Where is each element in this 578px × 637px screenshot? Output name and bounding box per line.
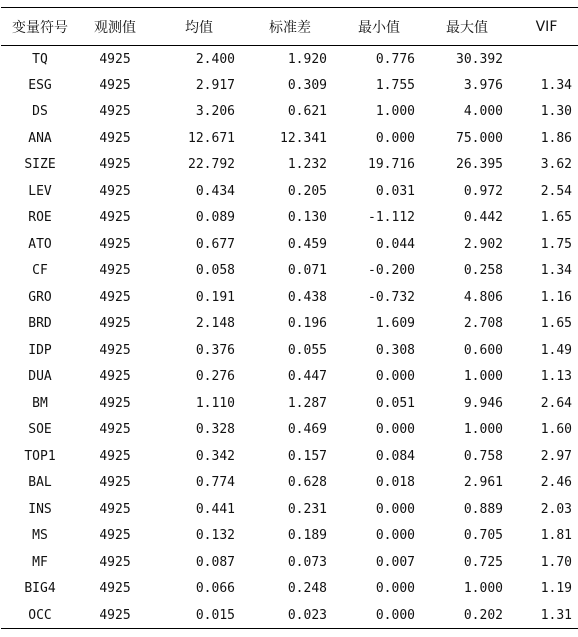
table-row xyxy=(1,178,578,205)
cell-vif: 2.54 xyxy=(540,183,572,199)
cell-mean: 12.671 xyxy=(188,130,235,146)
cell-observations: 4925 xyxy=(99,316,131,332)
cell-min: 0.000 xyxy=(375,528,415,544)
cell-vif: 1.31 xyxy=(505,602,578,629)
cell-mean: 0.434 xyxy=(195,183,235,199)
cell-variable: SOE xyxy=(28,422,52,438)
cell-variable: CF xyxy=(32,263,48,279)
cell-mean: 0.677 xyxy=(195,236,235,252)
cell-std-dev: 0.309 xyxy=(287,77,327,93)
header-vif: VIF xyxy=(505,8,578,46)
cell-mean: 0.132 xyxy=(195,528,235,544)
cell-mean: 2.400 xyxy=(195,51,235,67)
table-row xyxy=(1,443,578,470)
cell-variable: MF xyxy=(32,554,48,570)
cell-std-dev: 0.196 xyxy=(287,316,327,332)
cell-observations: 4925 xyxy=(99,289,131,305)
cell-variable: BRD xyxy=(28,316,52,332)
cell-std-dev: 12.341 xyxy=(280,130,327,146)
cell-max: 30.392 xyxy=(456,51,503,67)
table-row xyxy=(1,72,578,99)
table-row xyxy=(1,549,578,576)
cell-variable: OCC xyxy=(1,602,79,629)
cell-vif: 1.30 xyxy=(540,104,572,120)
cell-vif: 1.34 xyxy=(540,263,572,279)
descriptive-statistics-table xyxy=(1,7,578,629)
cell-mean: 0.328 xyxy=(195,422,235,438)
cell-min: 0.000 xyxy=(375,369,415,385)
cell-vif: 1.49 xyxy=(540,342,572,358)
cell-min: 0.000 xyxy=(375,581,415,597)
cell-observations: 4925 xyxy=(99,263,131,279)
table-row xyxy=(1,470,578,497)
cell-variable: INS xyxy=(28,501,52,517)
header-std-dev: 标准差 xyxy=(237,8,329,46)
table-row xyxy=(1,602,578,629)
cell-mean: 0.058 xyxy=(195,263,235,279)
cell-max: 4.806 xyxy=(463,289,503,305)
cell-max: 2.961 xyxy=(463,475,503,491)
cell-min: 0.000 xyxy=(375,422,415,438)
cell-vif: 1.13 xyxy=(540,369,572,385)
cell-max: 2.708 xyxy=(463,316,503,332)
table-row xyxy=(1,523,578,550)
cell-std-dev: 0.023 xyxy=(237,602,329,629)
cell-std-dev: 0.628 xyxy=(287,475,327,491)
table-row xyxy=(1,311,578,338)
table-row xyxy=(1,46,578,73)
table-row xyxy=(1,152,578,179)
cell-std-dev: 0.248 xyxy=(287,581,327,597)
table-row xyxy=(1,125,578,152)
cell-vif: 1.60 xyxy=(540,422,572,438)
cell-max: 1.000 xyxy=(463,422,503,438)
cell-vif: 1.81 xyxy=(540,528,572,544)
cell-max: 0.600 xyxy=(463,342,503,358)
cell-max: 0.258 xyxy=(463,263,503,279)
cell-vif: 1.65 xyxy=(540,210,572,226)
cell-observations: 4925 xyxy=(99,183,131,199)
cell-vif: 1.86 xyxy=(540,130,572,146)
cell-min: 0.308 xyxy=(375,342,415,358)
cell-mean: 3.206 xyxy=(195,104,235,120)
cell-variable: GRO xyxy=(28,289,52,305)
cell-min: 19.716 xyxy=(368,157,415,173)
cell-variable: DUA xyxy=(28,369,52,385)
cell-max: 1.000 xyxy=(463,369,503,385)
cell-std-dev: 0.231 xyxy=(287,501,327,517)
cell-mean: 0.441 xyxy=(195,501,235,517)
cell-observations: 4925 xyxy=(99,51,131,67)
cell-variable: TOP1 xyxy=(24,448,56,464)
cell-variable: MS xyxy=(32,528,48,544)
cell-observations: 4925 xyxy=(99,104,131,120)
table-row xyxy=(1,258,578,285)
table-row xyxy=(1,417,578,444)
table-row xyxy=(1,390,578,417)
cell-vif: 2.03 xyxy=(540,501,572,517)
cell-mean: 22.792 xyxy=(188,157,235,173)
cell-vif: 1.75 xyxy=(540,236,572,252)
cell-std-dev: 1.287 xyxy=(287,395,327,411)
cell-variable: LEV xyxy=(28,183,52,199)
cell-min: 0.044 xyxy=(375,236,415,252)
cell-max: 3.976 xyxy=(463,77,503,93)
cell-min: 1.609 xyxy=(375,316,415,332)
cell-mean: 0.191 xyxy=(195,289,235,305)
cell-observations: 4925 xyxy=(79,602,151,629)
cell-min: 0.018 xyxy=(375,475,415,491)
header-max: 最大值 xyxy=(417,8,505,46)
cell-observations: 4925 xyxy=(99,157,131,173)
cell-mean: 0.774 xyxy=(195,475,235,491)
table-row xyxy=(1,496,578,523)
cell-max: 26.395 xyxy=(456,157,503,173)
cell-std-dev: 0.055 xyxy=(287,342,327,358)
table-header xyxy=(1,8,578,46)
cell-observations: 4925 xyxy=(99,528,131,544)
cell-observations: 4925 xyxy=(99,554,131,570)
cell-variable: ESG xyxy=(28,77,52,93)
table-row xyxy=(1,205,578,232)
cell-max: 0.758 xyxy=(463,448,503,464)
cell-observations: 4925 xyxy=(99,395,131,411)
cell-variable: IDP xyxy=(28,342,52,358)
cell-min: 0.007 xyxy=(375,554,415,570)
header-mean: 均值 xyxy=(151,8,237,46)
cell-std-dev: 1.920 xyxy=(287,51,327,67)
cell-max: 75.000 xyxy=(456,130,503,146)
cell-min: 0.084 xyxy=(375,448,415,464)
cell-max: 9.946 xyxy=(463,395,503,411)
cell-std-dev: 0.073 xyxy=(287,554,327,570)
cell-min: -1.112 xyxy=(368,210,415,226)
table-row xyxy=(1,231,578,258)
header-min: 最小值 xyxy=(329,8,417,46)
cell-vif: 3.62 xyxy=(540,157,572,173)
cell-min: 0.776 xyxy=(375,51,415,67)
cell-mean: 0.342 xyxy=(195,448,235,464)
cell-max: 0.202 xyxy=(417,602,505,629)
cell-max: 0.972 xyxy=(463,183,503,199)
cell-mean: 0.066 xyxy=(195,581,235,597)
cell-min: 1.755 xyxy=(375,77,415,93)
cell-vif xyxy=(505,46,578,73)
cell-observations: 4925 xyxy=(99,342,131,358)
cell-std-dev: 0.189 xyxy=(287,528,327,544)
table-row xyxy=(1,337,578,364)
cell-min: 0.031 xyxy=(375,183,415,199)
table-row xyxy=(1,284,578,311)
cell-std-dev: 0.130 xyxy=(287,210,327,226)
cell-variable: BM xyxy=(32,395,48,411)
cell-observations: 4925 xyxy=(99,210,131,226)
cell-vif: 1.16 xyxy=(540,289,572,305)
cell-max: 4.000 xyxy=(463,104,503,120)
cell-observations: 4925 xyxy=(99,77,131,93)
cell-vif: 2.64 xyxy=(540,395,572,411)
cell-vif: 2.46 xyxy=(540,475,572,491)
cell-std-dev: 0.469 xyxy=(287,422,327,438)
table-body xyxy=(1,46,578,629)
cell-observations: 4925 xyxy=(99,581,131,597)
cell-variable: ROE xyxy=(28,210,52,226)
cell-observations: 4925 xyxy=(99,130,131,146)
cell-vif: 1.19 xyxy=(540,581,572,597)
cell-mean: 0.276 xyxy=(195,369,235,385)
header-observations: 观测值 xyxy=(79,8,151,46)
cell-std-dev: 0.447 xyxy=(287,369,327,385)
cell-mean: 0.015 xyxy=(151,602,237,629)
cell-vif: 1.34 xyxy=(540,77,572,93)
cell-mean: 0.089 xyxy=(195,210,235,226)
table-row xyxy=(1,364,578,391)
cell-min: 0.000 xyxy=(375,501,415,517)
header-variable: 变量符号 xyxy=(1,8,79,46)
cell-std-dev: 0.438 xyxy=(287,289,327,305)
cell-variable: ANA xyxy=(28,130,52,146)
table-row xyxy=(1,99,578,126)
cell-max: 0.705 xyxy=(463,528,503,544)
cell-observations: 4925 xyxy=(99,475,131,491)
cell-vif: 1.65 xyxy=(540,316,572,332)
cell-observations: 4925 xyxy=(99,501,131,517)
cell-min: -0.200 xyxy=(368,263,415,279)
cell-mean: 2.148 xyxy=(195,316,235,332)
cell-max: 2.902 xyxy=(463,236,503,252)
header-row xyxy=(1,8,578,46)
cell-variable: TQ xyxy=(32,51,48,67)
cell-max: 0.442 xyxy=(463,210,503,226)
statistics-table-container xyxy=(0,7,572,637)
cell-observations: 4925 xyxy=(99,236,131,252)
cell-max: 1.000 xyxy=(463,581,503,597)
cell-observations: 4925 xyxy=(99,369,131,385)
cell-mean: 2.917 xyxy=(195,77,235,93)
cell-std-dev: 0.459 xyxy=(287,236,327,252)
table-row xyxy=(1,576,578,603)
cell-std-dev: 0.205 xyxy=(287,183,327,199)
cell-observations: 4925 xyxy=(99,448,131,464)
cell-variable: BAL xyxy=(28,475,52,491)
cell-mean: 1.110 xyxy=(195,395,235,411)
cell-min: 0.000 xyxy=(329,602,417,629)
cell-min: 0.051 xyxy=(375,395,415,411)
cell-vif: 2.97 xyxy=(540,448,572,464)
cell-std-dev: 0.621 xyxy=(287,104,327,120)
cell-variable: BIG4 xyxy=(24,581,56,597)
cell-min: 0.000 xyxy=(375,130,415,146)
cell-observations: 4925 xyxy=(99,422,131,438)
cell-max: 0.725 xyxy=(463,554,503,570)
cell-mean: 0.376 xyxy=(195,342,235,358)
cell-min: -0.732 xyxy=(368,289,415,305)
cell-vif: 1.70 xyxy=(540,554,572,570)
cell-max: 0.889 xyxy=(463,501,503,517)
cell-std-dev: 1.232 xyxy=(287,157,327,173)
cell-variable: SIZE xyxy=(24,157,56,173)
cell-variable: DS xyxy=(32,104,48,120)
cell-min: 1.000 xyxy=(375,104,415,120)
cell-std-dev: 0.157 xyxy=(287,448,327,464)
cell-std-dev: 0.071 xyxy=(287,263,327,279)
cell-variable: ATO xyxy=(28,236,52,252)
cell-mean: 0.087 xyxy=(195,554,235,570)
